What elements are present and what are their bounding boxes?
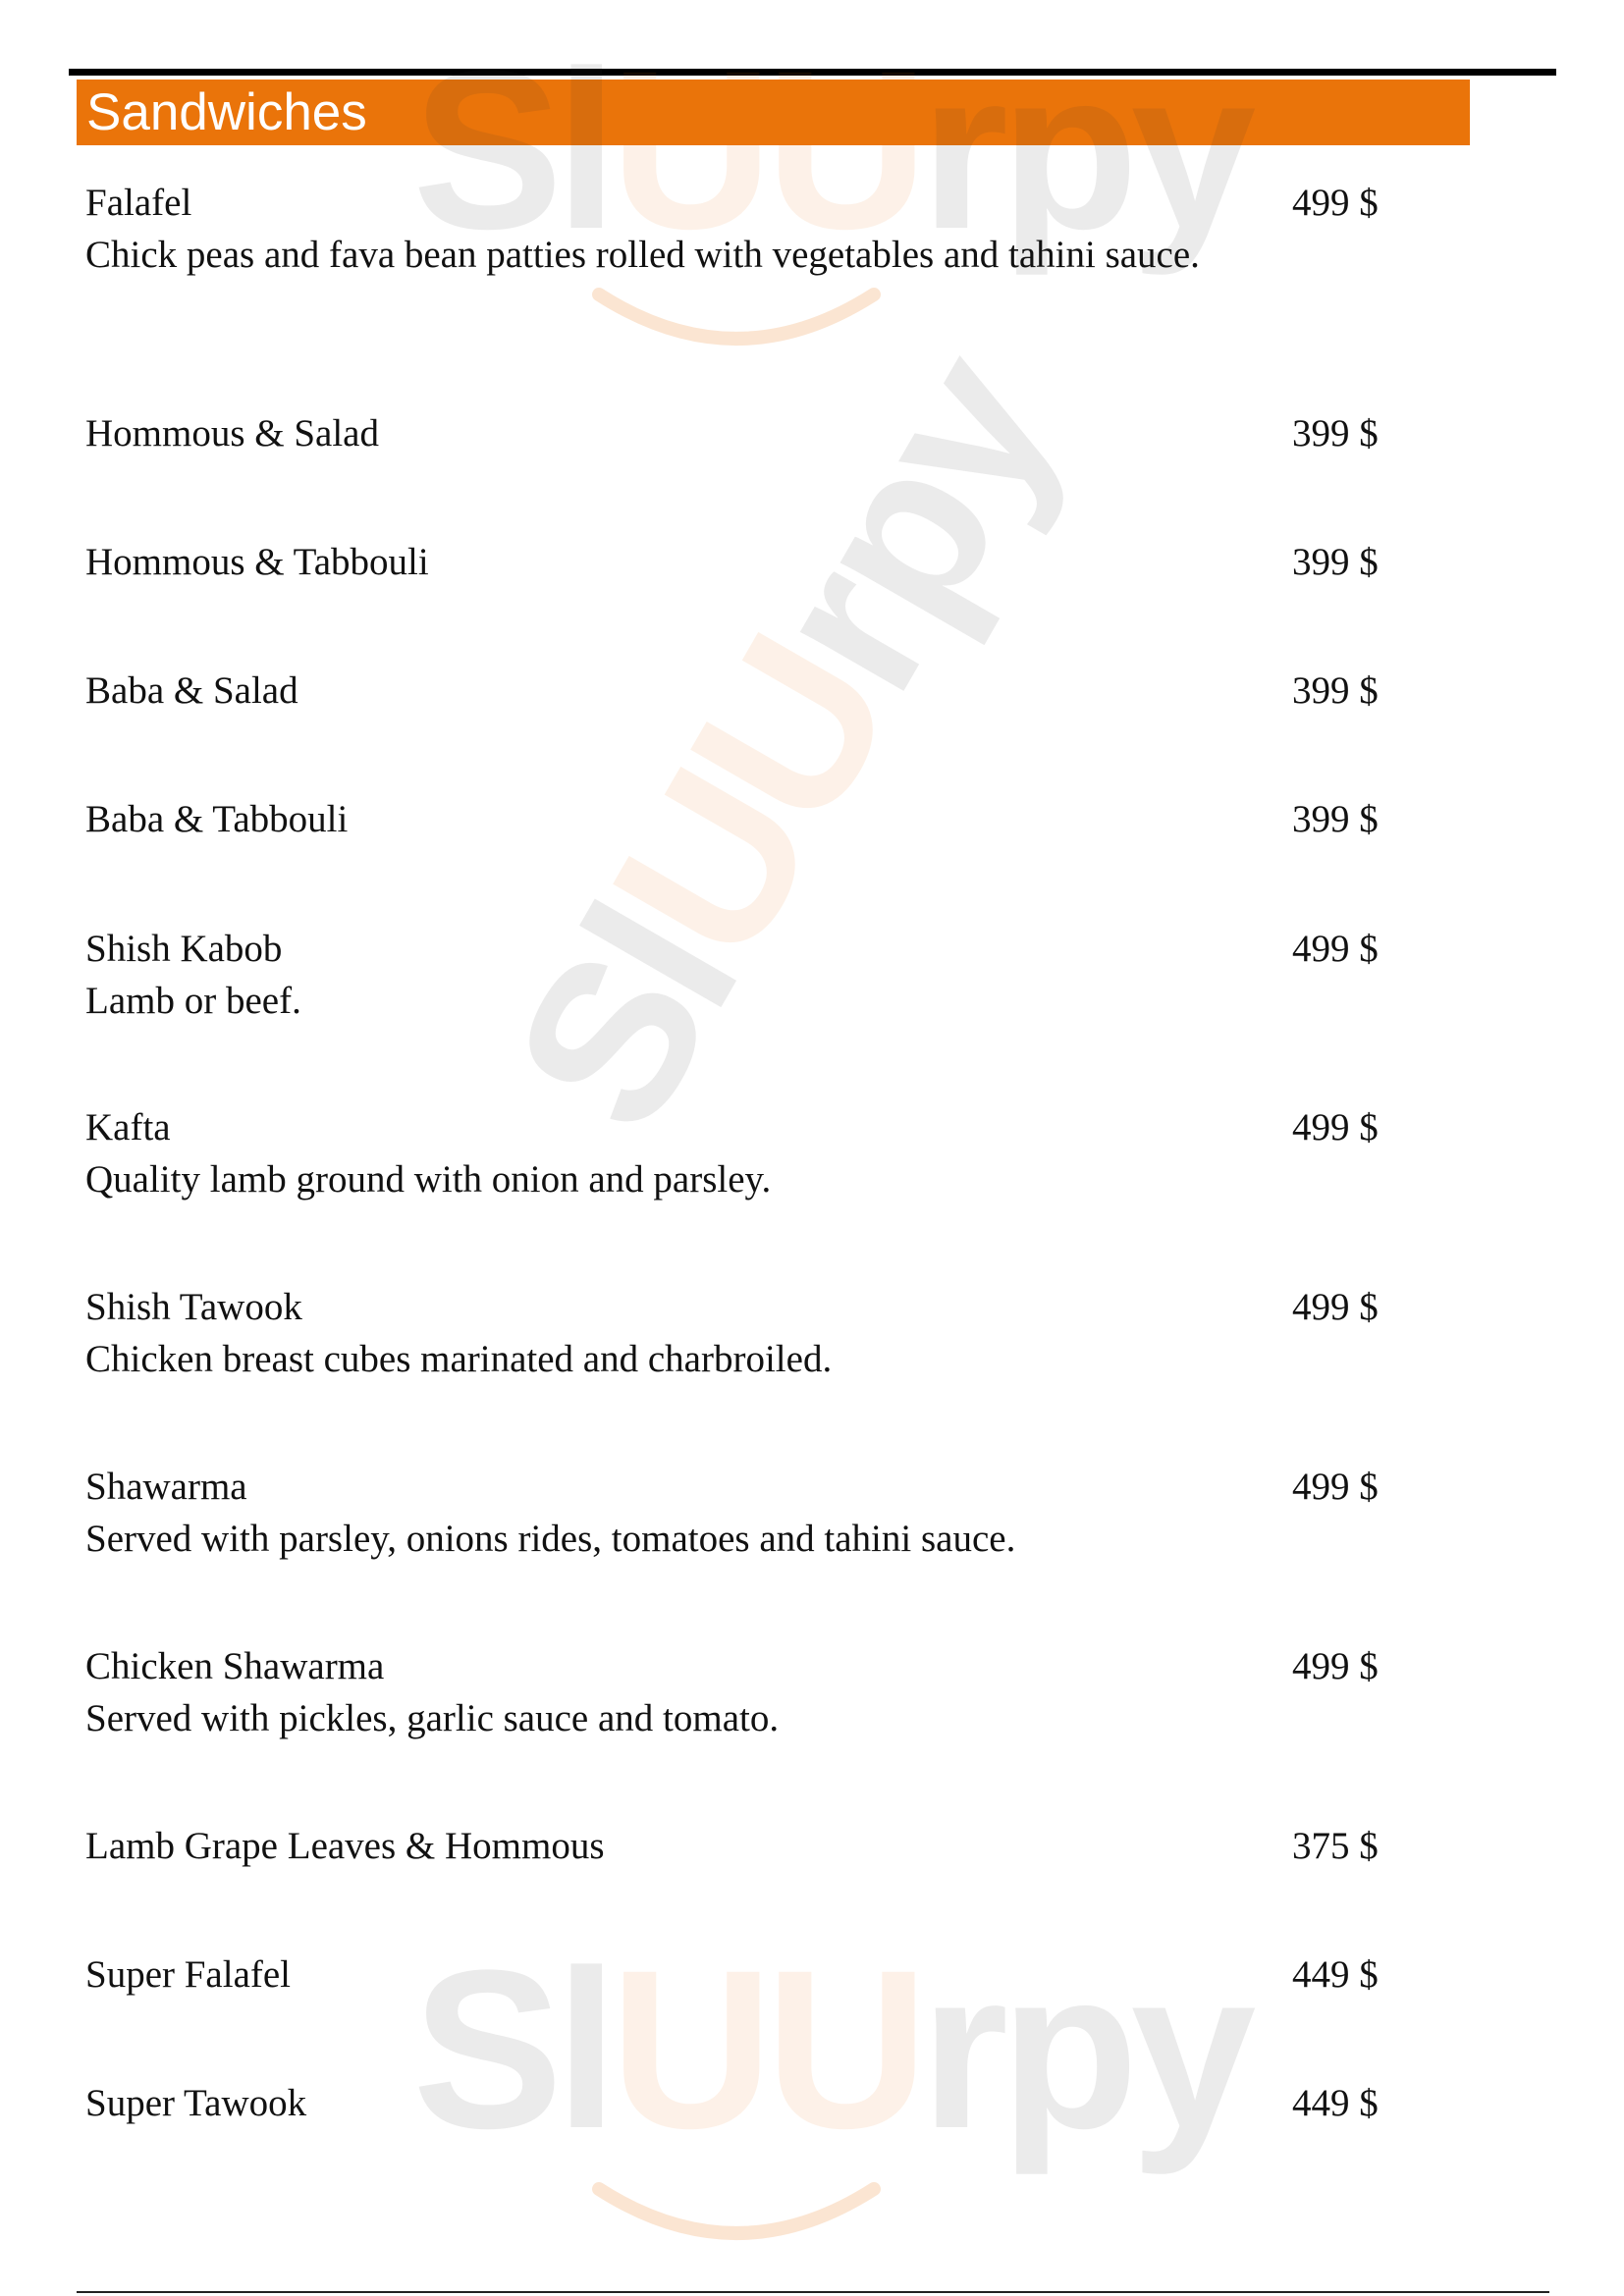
watermark-swoosh-icon — [589, 275, 884, 363]
menu-item — [85, 1640, 1401, 1744]
item-name: Super Falafel — [85, 1953, 292, 1996]
menu-item — [85, 1281, 1401, 1385]
item-price: 399 $ — [1292, 798, 1379, 840]
item-description: Lamb or beef. — [85, 980, 301, 1022]
menu-item — [85, 665, 1401, 717]
top-rule — [69, 69, 1556, 76]
menu-item — [85, 1820, 1401, 1872]
item-description: Served with pickles, garlic sauce and tomato. — [85, 1697, 780, 1739]
menu-item — [85, 923, 1401, 1027]
item-name: Chicken Shawarma — [85, 1645, 385, 1687]
menu-item — [85, 1461, 1401, 1565]
item-name: Baba & Tabbouli — [85, 798, 349, 840]
item-price: 499 $ — [1292, 1286, 1379, 1328]
item-price: 449 $ — [1292, 1953, 1379, 1996]
section-title: Sandwiches — [86, 83, 367, 141]
item-price: 449 $ — [1292, 2082, 1379, 2124]
item-name: Shish Tawook — [85, 1286, 302, 1328]
item-name: Baba & Salad — [85, 669, 298, 712]
section-header — [77, 80, 1470, 145]
menu-item — [85, 1949, 1401, 2001]
item-name: Lamb Grape Leaves & Hommous — [85, 1825, 605, 1867]
item-price: 499 $ — [1292, 182, 1379, 224]
bottom-rule — [77, 2291, 1549, 2293]
watermark-logo-bottom: SlUUrpy — [412, 1923, 1249, 2175]
item-price: 499 $ — [1292, 928, 1379, 970]
item-price: 375 $ — [1292, 1825, 1379, 1867]
item-description: Quality lamb ground with onion and parsley. — [85, 1158, 772, 1201]
item-price: 399 $ — [1292, 412, 1379, 454]
item-name: Kafta — [85, 1106, 171, 1148]
item-price: 399 $ — [1292, 541, 1379, 583]
item-name: Shawarma — [85, 1466, 247, 1508]
item-price: 499 $ — [1292, 1645, 1379, 1687]
item-name: Shish Kabob — [85, 928, 283, 970]
watermark-logo-top: SlUUrpy — [412, 24, 1249, 276]
item-name: Hommous & Tabbouli — [85, 541, 429, 583]
menu-item — [85, 177, 1401, 281]
item-name: Falafel — [85, 182, 192, 224]
item-price: 499 $ — [1292, 1466, 1379, 1508]
item-price: 499 $ — [1292, 1106, 1379, 1148]
item-name: Super Tawook — [85, 2082, 307, 2124]
item-description: Chicken breast cubes marinated and charbroiled. — [85, 1338, 833, 1380]
menu-item — [85, 407, 1401, 459]
menu-item — [85, 1101, 1401, 1205]
item-description: Served with parsley, onions rides, tomatoes and tahini sauce. — [85, 1518, 1016, 1560]
item-description: Chick peas and fava bean patties rolled with vegetables and tahini sauce. — [85, 234, 1200, 276]
watermark-swoosh-icon — [589, 2169, 884, 2258]
menu-item — [85, 536, 1401, 588]
item-price: 399 $ — [1292, 669, 1379, 712]
menu-item — [85, 793, 1401, 845]
watermark-logo-middle: SlUUrpy — [464, 318, 1102, 1169]
item-name: Hommous & Salad — [85, 412, 379, 454]
menu-item — [85, 2077, 1401, 2129]
